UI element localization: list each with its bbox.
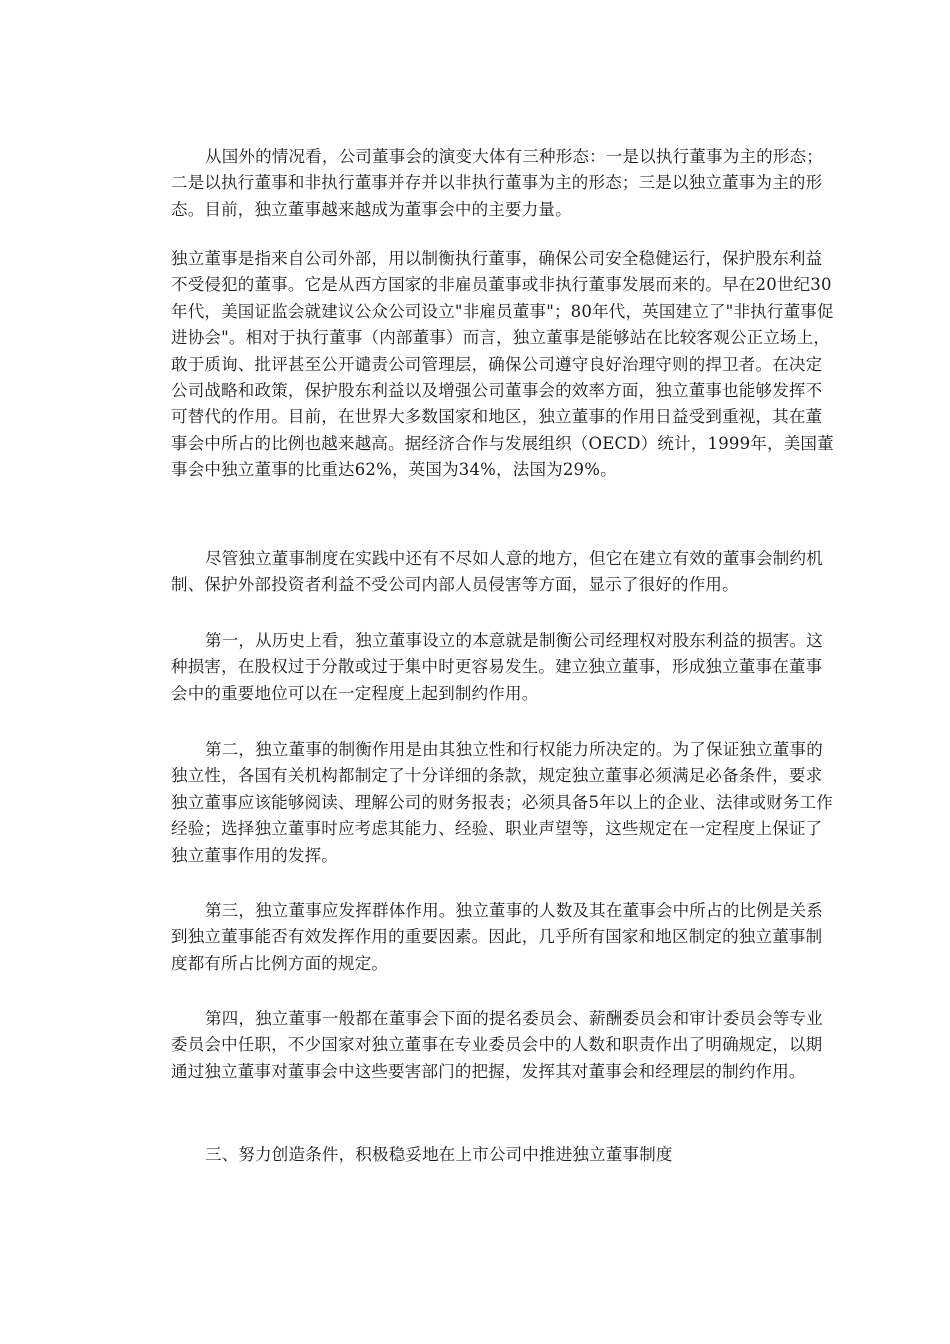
paragraph-point-four: 第四，独立董事一般都在董事会下面的提名委员会、薪酬委员会和审计委员会等专业委员会中任职，不少国家对独立董事在专业委员会中的人数和职责作出了明确规定，以期通过独立董事对董事会中这些要害部门的把握，发挥其对董事会和经理层的制约作用。 <box>171 1009 823 1081</box>
paragraph-independent-director-definition: 独立董事是指来自公司外部，用以制衡执行董事，确保公司安全稳健运行，保护股东利益不受侵犯的董事。它是从西方国家的非雇员董事或非执行董事发展而来的。早在20世纪30年代，美国证监会就建议公众公司设立"非雇员董事"；80年代，英国建立了"非执行董事促进协会"。相对于执行董事（内部董事）而言，独立董事是能够站在比较客观公正立场上，敢于质询、批评甚至公开谴责公司管理层，确保公司遵守良好治理守则的捍卫者。在决定公司战略和政策，保护股东利益以及增强公司董事会的效率方面，独立董事也能够发挥不可替代的作用。目前，在世界大多数国家和地区，独立董事的作用日益受到重视，其在董事会中所占的比例也越来越高。据经济合作与发展组织（OECD）统计，1999年，美国董事会中独立董事的比重达62%，英国为34%，法国为29%。 <box>171 249 834 480</box>
paragraph-board-evolution: 从国外的情况看，公司董事会的演变大体有三种形态：一是以执行董事为主的形态；二是以执行董事和非执行董事并存并以非执行董事为主的形态；三是以独立董事为主的形态。目前，独立董事越来越成为董事会中的主要力量。 <box>171 147 823 219</box>
section-heading-three: 三、努力创造条件，积极稳妥地在上市公司中推进独立董事制度 <box>205 1145 673 1164</box>
paragraph-point-two: 第二，独立董事的制衡作用是由其独立性和行权能力所决定的。为了保证独立董事的独立性，各国有关机构都制定了十分详细的条款，规定独立董事必须满足必备条件，要求独立董事应该能够阅读、理解公司的财务报表；必须具备5年以上的企业、法律或财务工作经验；选择独立董事时应考虑其能力、经验、职业声望等，这些规定在一定程度上保证了独立董事作用的发挥。 <box>171 740 833 865</box>
paragraph-point-three: 第三，独立董事应发挥群体作用。独立董事的人数及其在董事会中所占的比例是关系到独立董事能否有效发挥作用的重要因素。因此，几乎所有国家和地区制定的独立董事制度都有所占比例方面的规定。 <box>171 901 823 973</box>
paragraph-effectiveness: 尽管独立董事制度在实践中还有不尽如人意的地方，但它在建立有效的董事会制约机制、保护外部投资者利益不受公司内部人员侵害等方面，显示了很好的作用。 <box>171 549 823 595</box>
paragraph-point-one: 第一，从历史上看，独立董事设立的本意就是制衡公司经理权对股东利益的损害。这种损害，在股权过于分散或过于集中时更容易发生。建立独立董事，形成独立董事在董事会中的重要地位可以在一定程度上起到制约作用。 <box>171 631 823 703</box>
